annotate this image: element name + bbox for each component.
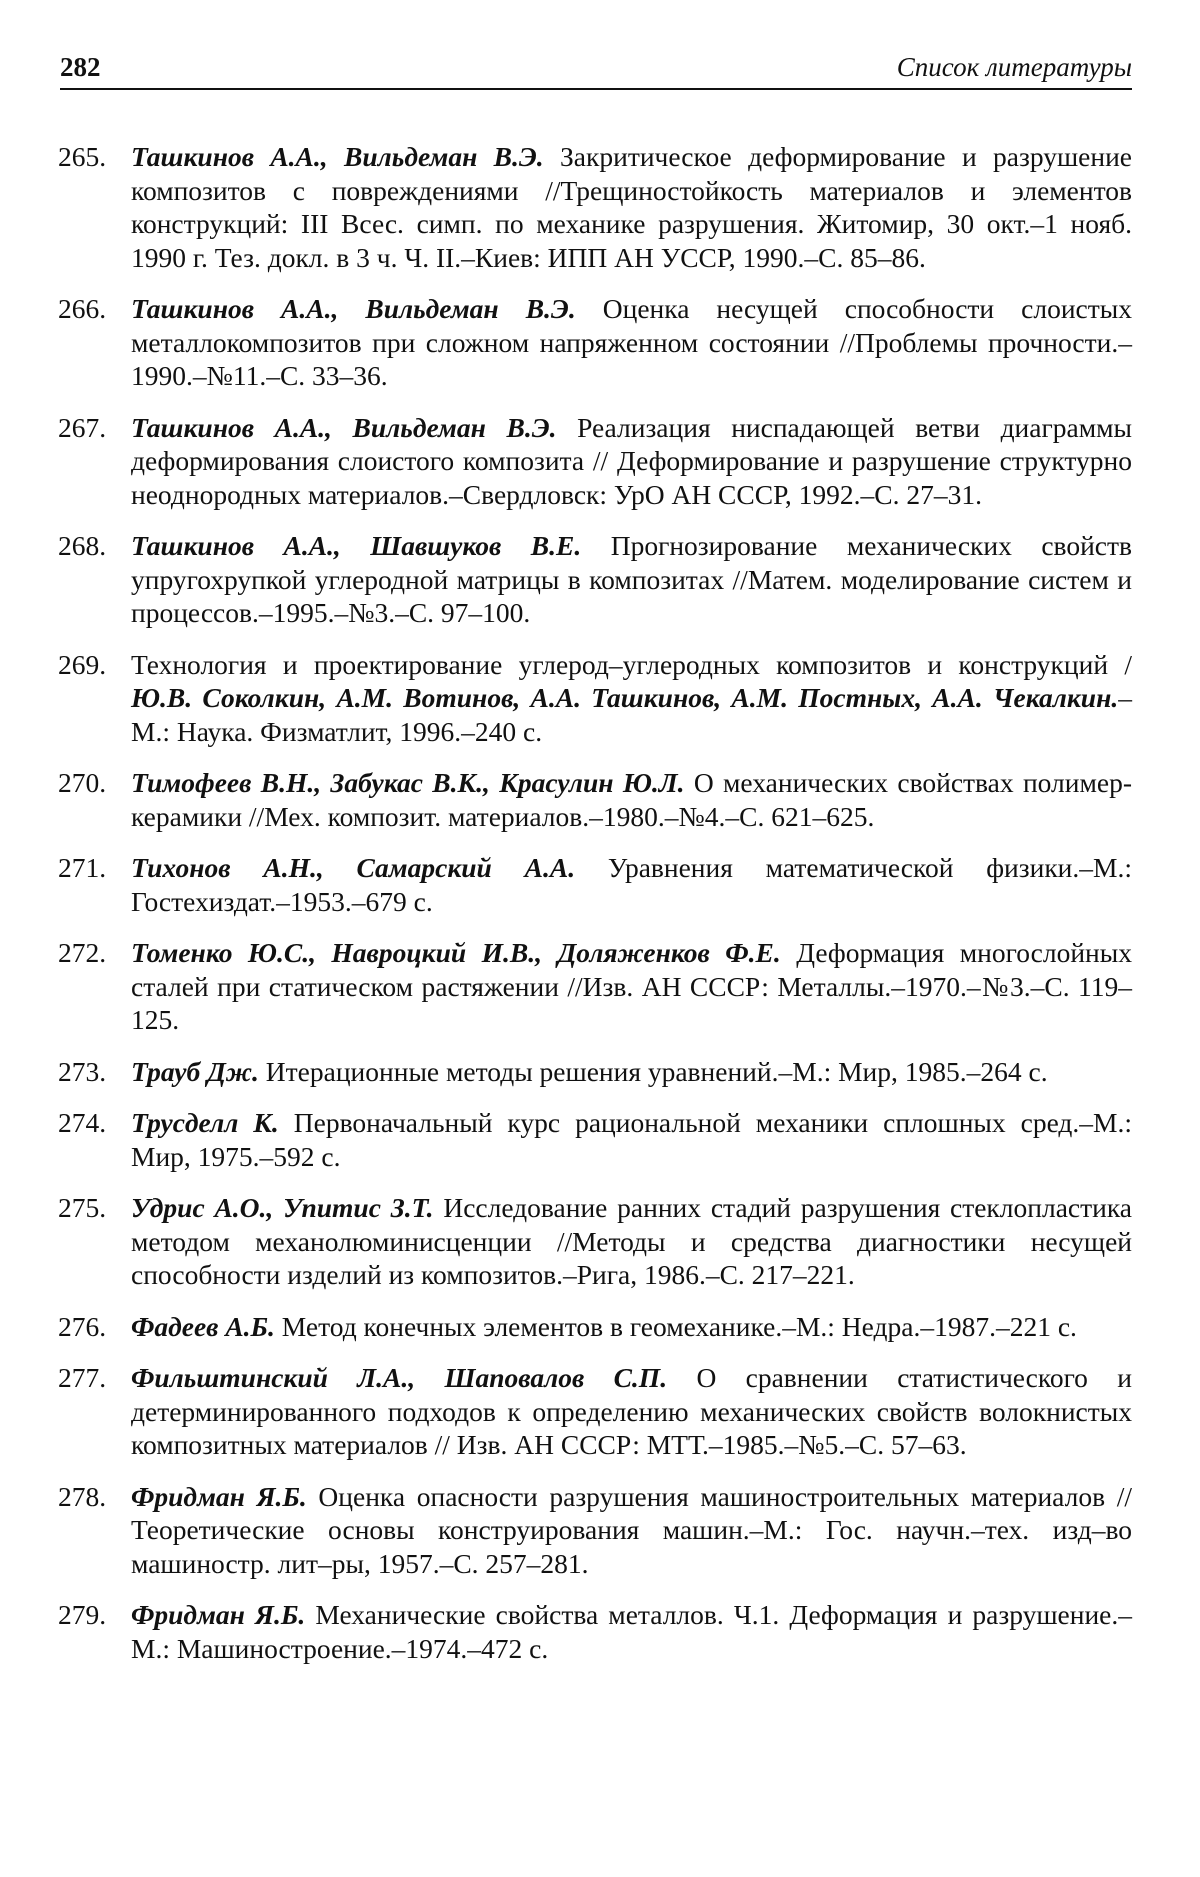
reference-number: 277. [58, 1362, 107, 1393]
reference-authors: Ташкинов А.А., Вильдеман В.Э. [131, 141, 544, 172]
reference-authors: Ю.В. Соколкин, А.М. Вотинов, А.А. Ташкинов, А.М. Постных, А.А. Чекалкин. [131, 682, 1119, 713]
reference-text [131, 529, 1132, 630]
reference-text [131, 851, 1132, 918]
reference-item [58, 411, 1132, 512]
reference-details: Итерационные методы решения уравнений.–М.: Мир, 1985.–264 с. [265, 1055, 1048, 1087]
reference-number: 275. [58, 1192, 107, 1223]
reference-authors: Ташкинов А.А., Вильдеман В.Э. [131, 411, 557, 443]
reference-number: 274. [58, 1107, 107, 1138]
reference-authors: Ташкинов А.А., Шавшуков В.Е. [131, 530, 582, 561]
reference-text [131, 1106, 1132, 1173]
reference-details: Механические свойства металлов. Ч.1. Деформация и разрушение.–М.: Машиностроение.–1974.–472 с. [131, 1599, 1133, 1664]
reference-details: Деформация многослойных сталей при статическом растяжении //Изв. АН СССР: Металлы.–1970.–№3.–С. 119–125. [131, 937, 1133, 1035]
reference-item [58, 140, 1132, 274]
reference-item [58, 1191, 1132, 1292]
reference-number: 265. [58, 141, 107, 172]
running-title: Список литературы [896, 52, 1132, 82]
reference-authors: Трусделл К. [131, 1107, 279, 1138]
reference-text [131, 1361, 1132, 1462]
reference-title: Технология и проектирование углерод–углеродных композитов и конструкций / [131, 648, 1132, 680]
reference-details: Метод конечных элементов в геомеханике.–М.: Недра.–1987.–221 с. [281, 1310, 1077, 1342]
reference-text [131, 1191, 1132, 1292]
reference-authors: Тимофеев В.Н., Забукас В.К., Красулин Ю.Л. [131, 767, 685, 798]
reference-text [131, 1055, 1132, 1089]
reference-text [131, 411, 1132, 512]
reference-number: 273. [58, 1055, 107, 1087]
page-number: 282 [60, 52, 101, 82]
reference-item [58, 1055, 1132, 1089]
reference-item [58, 292, 1132, 393]
reference-number: 270. [58, 767, 107, 798]
reference-authors: Томенко Ю.С., Навроцкий И.В., Доляженков Ф.Е. [131, 937, 781, 968]
reference-text [131, 936, 1132, 1037]
reference-number: 276. [58, 1310, 107, 1342]
reference-number: 268. [58, 530, 107, 561]
reference-item [58, 1598, 1132, 1665]
reference-text [131, 648, 1132, 749]
reference-details: Уравнения математической физики.–М.: Гостехиздат.–1953.–679 с. [131, 852, 1132, 917]
reference-item [58, 1480, 1132, 1581]
reference-item [58, 1106, 1132, 1173]
reference-text [131, 292, 1132, 393]
reference-details: Исследование ранних стадий разрушения стеклопластика методом механолюминисценции //Методы и средства диагностики несущей способности изделий из композитов.–Рига, 1986.–С. 217–221. [131, 1192, 1133, 1290]
reference-item [58, 1361, 1132, 1462]
reference-authors: Фридман Я.Б. [131, 1599, 306, 1630]
reference-number: 279. [58, 1599, 107, 1630]
reference-list [58, 140, 1132, 1683]
reference-number: 271. [58, 852, 107, 883]
reference-details: Первоначальный курс рациональной механики сплошных сред.–М.: Мир, 1975.–592 с. [131, 1107, 1132, 1172]
reference-authors: Ташкинов А.А., Вильдеман В.Э. [131, 293, 576, 324]
reference-details: О сравнении статистического и детерминированного подходов к определению механических свойств волокнистых композитных материалов // Изв. АН СССР: МТТ.–1985.–№5.–С. 57–63. [131, 1362, 1132, 1460]
reference-number: 278. [58, 1480, 107, 1512]
reference-authors: Трауб Дж. [131, 1055, 259, 1087]
reference-authors: Фридман Я.Б. [131, 1480, 307, 1512]
reference-authors: Тихонов А.Н., Самарский А.А. [131, 852, 576, 883]
reference-details: Оценка опасности разрушения машиностроительных материалов //Теоретические основы конструирования машин.–М.: Гос. научн.–тех. изд–во машиностр. лит–ры, 1957.–С. 257–281. [131, 1480, 1133, 1579]
reference-details: –М.: Наука. Физматлит, 1996.–240 с. [131, 682, 1132, 747]
reference-item [58, 1310, 1132, 1344]
reference-authors: Фильштинский Л.А., Шаповалов С.П. [131, 1362, 668, 1393]
reference-details: Закритическое деформирование и разрушение композитов с повреждениями //Трещиностойкость материалов и элементов конструкций: III Всес. симп. по механике разрушения. Житомир, 30 окт.–1 нояб. 1990 г. Тез. докл. в 3 ч. Ч. II.–Киев: ИПП АН УССР, 1990.–С. 85–86. [131, 141, 1132, 273]
reference-number: 266. [58, 293, 107, 324]
reference-authors: Удрис А.О., Упитис З.Т. [131, 1192, 434, 1223]
reference-number: 267. [58, 411, 107, 443]
reference-text [131, 1480, 1132, 1581]
reference-text [131, 1598, 1132, 1665]
reference-number: 269. [58, 648, 107, 680]
reference-text [131, 140, 1132, 274]
reference-details: Реализация ниспадающей ветви диаграммы деформирования слоистого композита // Деформирование и разрушение структурно неоднородных материалов.–Свердловск: УрО АН СССР, 1992.–С. 27–31. [131, 411, 1132, 510]
reference-details: Прогнозирование механических свойств упругохрупкой углеродной матрицы в композитах //Матем. моделирование систем и процессов.–1995.–№3.–С. 97–100. [131, 530, 1133, 628]
reference-details: О механических свойствах полимер-керамики //Мех. композит. материалов.–1980.–№4.–С. 621–625. [131, 767, 1133, 832]
reference-number: 272. [58, 937, 107, 968]
reference-text [131, 1310, 1132, 1344]
reference-item [58, 851, 1132, 918]
reference-authors: Фадеев А.Б. [131, 1310, 275, 1342]
reference-item [58, 648, 1132, 749]
reference-item [58, 936, 1132, 1037]
reference-text [131, 766, 1132, 833]
reference-item [58, 529, 1132, 630]
reference-details: Оценка несущей способности слоистых металлокомпозитов при сложном напряженном состоянии //Проблемы прочности.–1990.–№11.–С. 33–36. [131, 293, 1133, 391]
reference-item [58, 766, 1132, 833]
page-header [60, 48, 1132, 90]
